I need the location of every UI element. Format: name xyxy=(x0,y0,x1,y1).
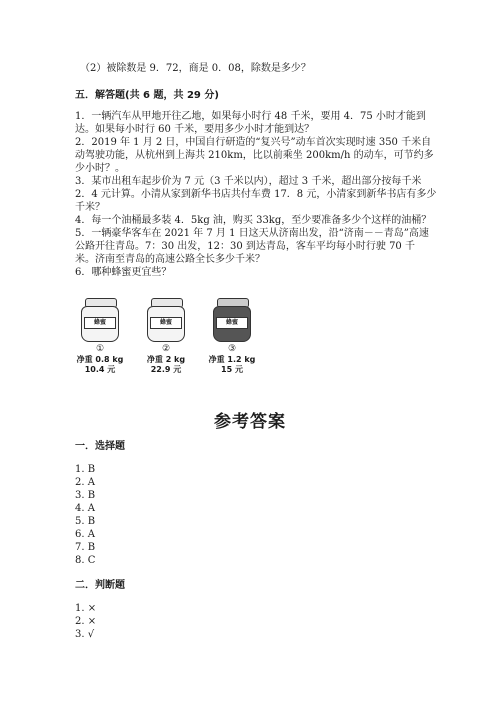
answers-section-2-heading: 二．判断题 xyxy=(75,580,125,591)
problem-line: 2．4 元计算。小清从家到新华书店共付车费 17．8 元，小清家到新华书店有多少 xyxy=(75,189,437,200)
answer-item: 5. B xyxy=(75,516,96,527)
section-5-heading: 五．解答题(共 6 题，共 29 分) xyxy=(75,90,219,101)
jar-label: 蜂蜜 xyxy=(216,317,248,329)
jar-price: 22.9 元 xyxy=(150,365,182,374)
problem-line: 千米？ xyxy=(75,202,105,213)
jar-weight: 净重 2 kg xyxy=(146,355,186,364)
jar-label: 蜂蜜 xyxy=(84,317,116,329)
problem-line: 4．每一个油桶最多装 4．5kg 油，购买 33kg，至少要准备多少个这样的油桶？ xyxy=(75,215,432,226)
jar-weight: 净重 1.2 kg xyxy=(208,355,256,364)
answer-item: 1. B xyxy=(75,464,96,475)
jar-price: 15 元 xyxy=(221,365,243,374)
question-2-line: （2）被除数是 9．72，商是 0．08，除数是多少？ xyxy=(80,63,311,74)
jar-number: ② xyxy=(161,344,171,354)
answer-item: 6. A xyxy=(75,529,95,540)
jar-number: ① xyxy=(95,344,105,354)
jar-label: 蜂蜜 xyxy=(150,317,182,329)
answers-section-1-heading: 一．选择题 xyxy=(75,441,125,452)
honey-jars-figure xyxy=(72,298,256,388)
problem-line: 6．哪种蜂蜜更宜些？ xyxy=(75,267,172,278)
problem-line: 少小时？。 xyxy=(75,163,125,174)
problem-line: 达。如果每小时行 60 千米，要用多少小时才能到达？ xyxy=(75,124,315,135)
problem-line: 2．2019 年 1 月 2 日，中国自行研造的“复兴号”动车首次实现时速 350 千米自 xyxy=(75,137,432,148)
answer-item: 7. B xyxy=(75,542,96,553)
answer-item: 2. A xyxy=(75,477,95,488)
problem-line: 5．一辆豪华客车在 2021 年 7 月 1 日这天从济南出发，沿“济南－－青岛”高速 xyxy=(75,228,429,239)
jar-price: 10.4 元 xyxy=(84,365,116,374)
answer-item: 1. × xyxy=(75,603,97,614)
jar-number: ③ xyxy=(227,344,237,354)
answers-title: 参考答案 xyxy=(214,412,286,432)
answer-item: 3. B xyxy=(75,490,96,501)
answer-item: 3. √ xyxy=(75,629,95,640)
answer-item: 2. × xyxy=(75,616,97,627)
jar-weight: 净重 0.8 kg xyxy=(76,355,124,364)
problem-line: 公路开往青岛。7：30 出发，12：30 到达青岛，客车平均每小时行驶 70 千 xyxy=(75,241,415,252)
problem-line: 3．某市出租车起步价为 7 元（3 千米以内），超过 3 千米，超出部分按每千米 xyxy=(75,176,422,187)
problem-line: 动驾驶功能，从杭州到上海共 210km，比以前乘坐 200km/h 的动车，可节约多 xyxy=(75,150,434,161)
problem-line: 米。济南至青岛的高速公路全长多少千米？ xyxy=(75,254,265,265)
problem-line: 1．一辆汽车从甲地开往乙地，如果每小时行 48 千米，要用 4．75 小时才能到 xyxy=(75,111,426,122)
answer-item: 8. C xyxy=(75,555,96,566)
answer-item: 4. A xyxy=(75,503,95,514)
